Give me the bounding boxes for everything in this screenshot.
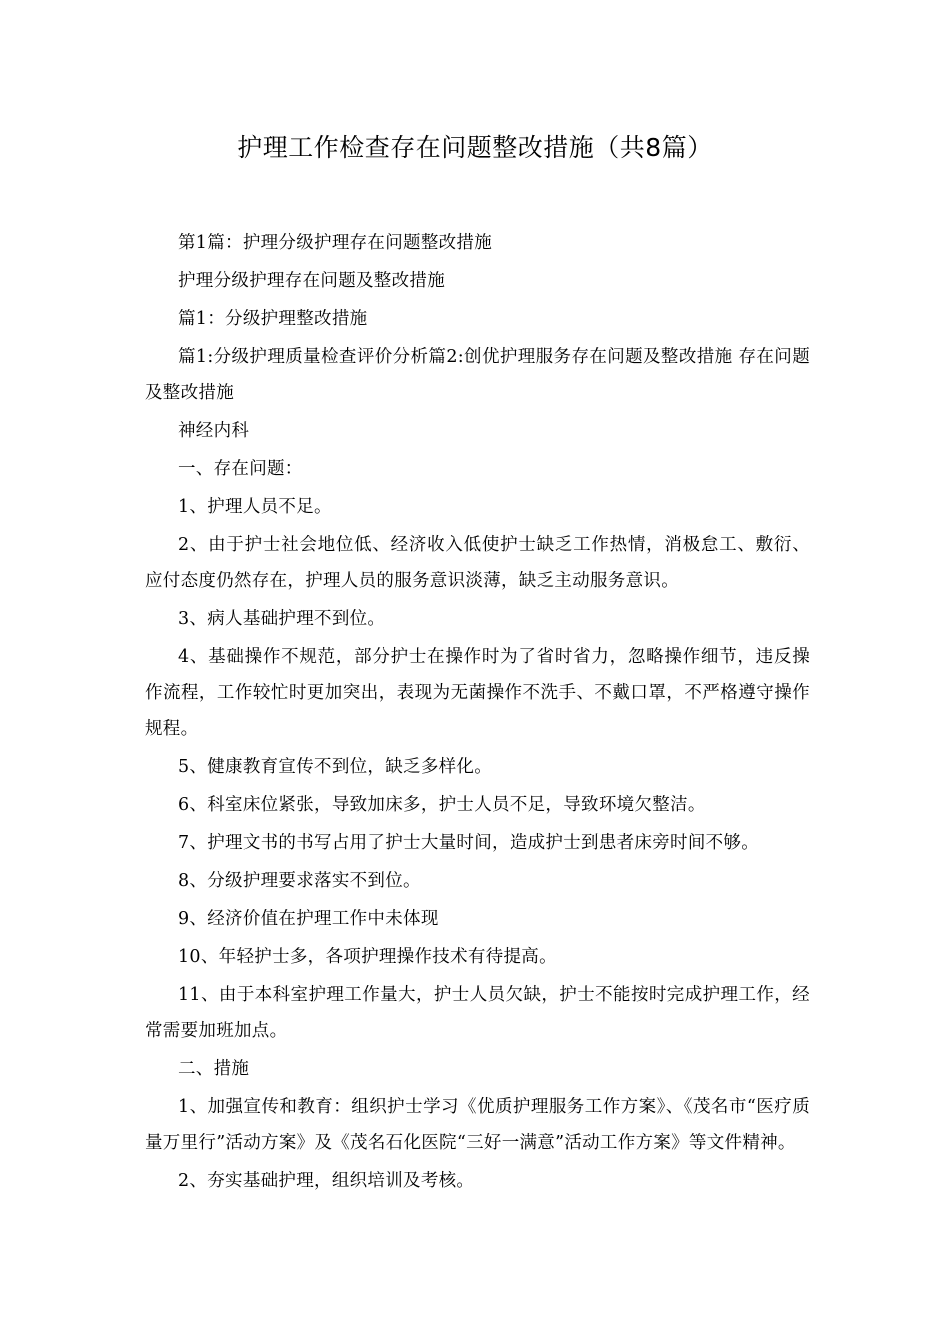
paragraph: 神经内科 [178,421,250,441]
paragraph: 2、夯实基础护理，组织培训及考核。 [178,1171,475,1191]
paragraph: 7、护理文书的书写占用了护士大量时间，造成护士到患者床旁时间不够。 [178,833,760,853]
paragraph: 4、基础操作不规范，部分护士在操作时为了省时省力，忽略操作细节，违反操作流程，工作较忙时更加突出，表现为无菌操作不洗手、不戴口罩，不严格遵守操作规程。 [145,647,810,739]
paragraph: 篇1:分级护理质量检查评价分析篇2:创优护理服务存在问题及整改措施 存在问题及整改措施 [145,347,810,403]
document-body [145,225,810,1201]
paragraph: 篇1：分级护理整改措施 [178,309,368,329]
paragraph: 一、存在问题： [178,459,303,479]
document-title: 护理工作检查存在问题整改措施（共8篇） [237,133,713,162]
paragraph: 8、分级护理要求落实不到位。 [178,871,421,891]
paragraph: 2、由于护士社会地位低、经济收入低使护士缺乏工作热情，消极怠工、敷衍、应付态度仍然存在，护理人员的服务意识淡薄，缺乏主动服务意识。 [145,535,810,591]
paragraph: 1、加强宣传和教育：组织护士学习《优质护理服务工作方案》、《茂名市“医疗质量万里行”活动方案》及《茂名石化医院“三好一满意”活动工作方案》等文件精神。 [145,1097,810,1153]
paragraph: 第1篇：护理分级护理存在问题整改措施 [178,233,493,253]
paragraph: 3、病人基础护理不到位。 [178,609,386,629]
paragraph: 护理分级护理存在问题及整改措施 [178,271,445,291]
paragraph: 二、措施 [178,1059,250,1079]
paragraph: 5、健康教育宣传不到位，缺乏多样化。 [178,757,493,777]
paragraph: 1、护理人员不足。 [178,497,332,517]
paragraph: 6、科室床位紧张，导致加床多，护士人员不足，导致环境欠整洁。 [178,795,706,815]
paragraph: 10、年轻护士多，各项护理操作技术有待提高。 [178,947,557,967]
paragraph: 9、经济价值在护理工作中未体现 [178,909,439,929]
paragraph: 11、由于本科室护理工作量大，护士人员欠缺，护士不能按时完成护理工作，经常需要加班加点。 [145,985,810,1041]
